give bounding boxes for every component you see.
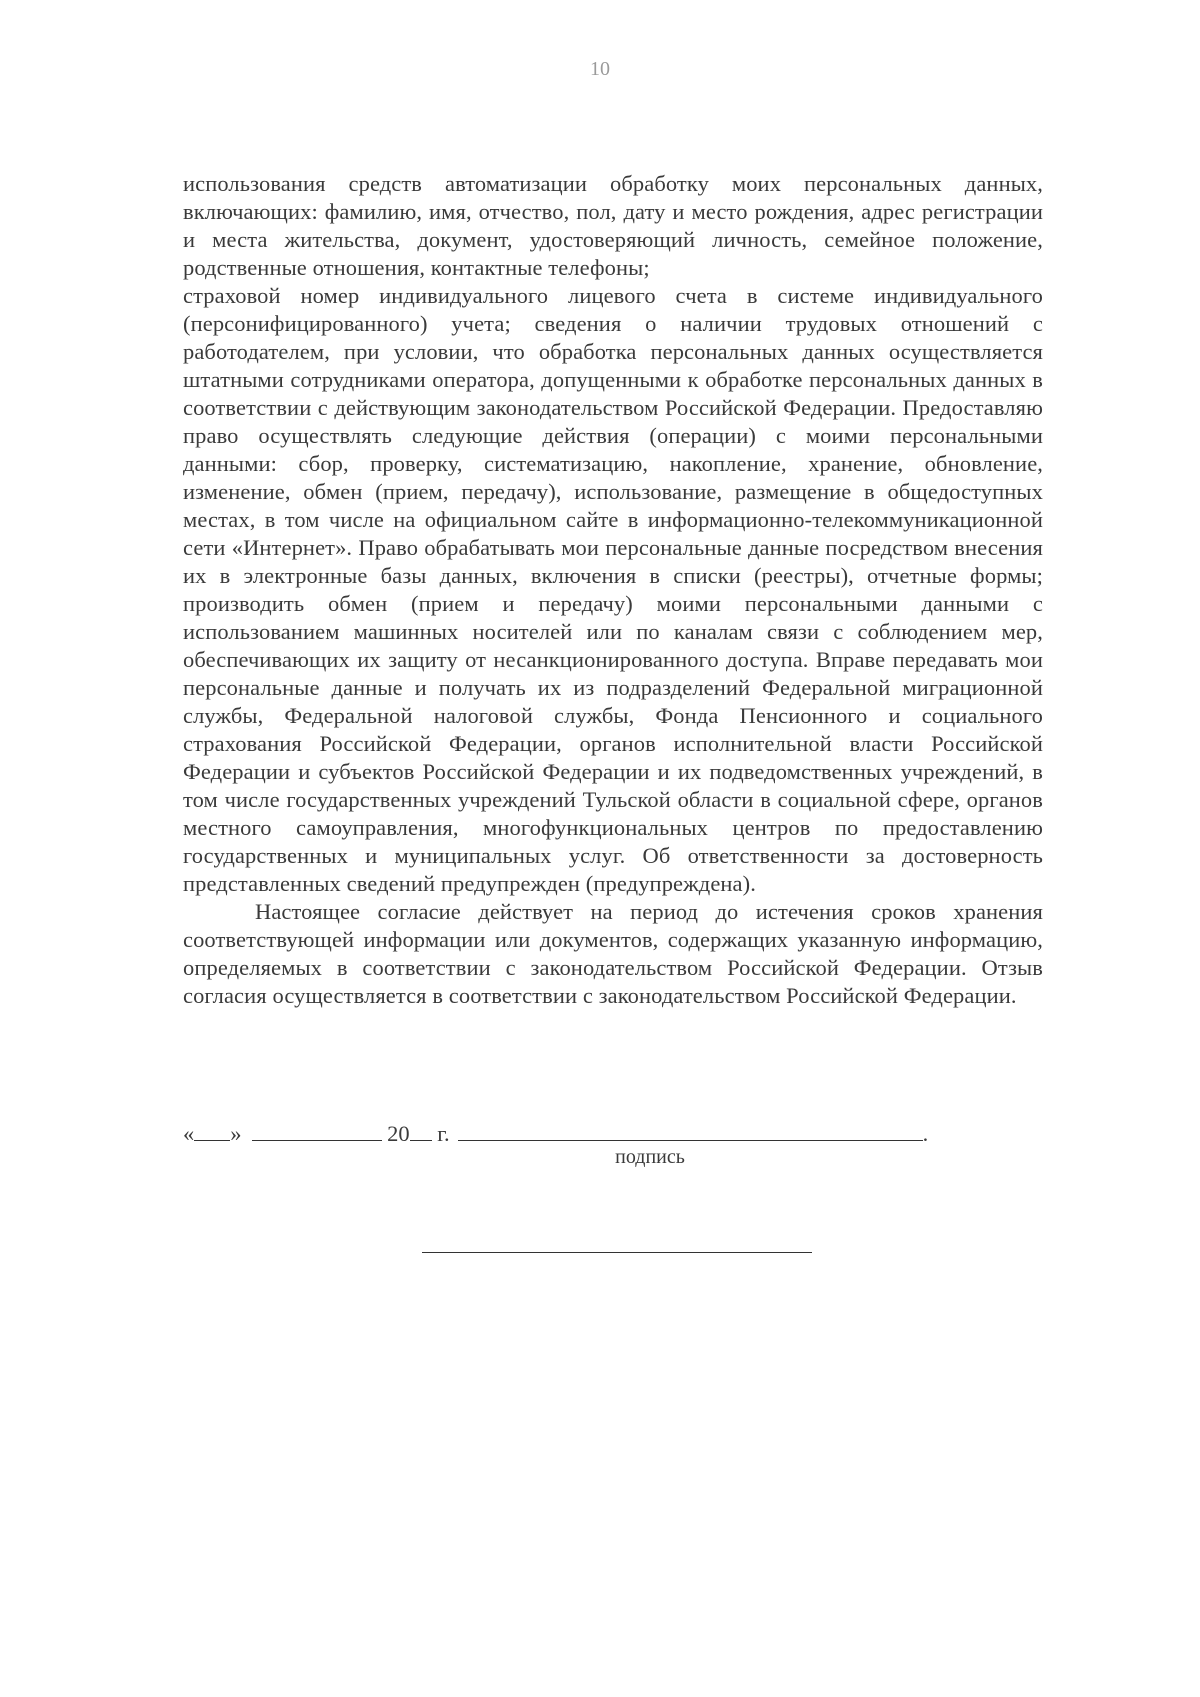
consent-body	[183, 170, 1043, 1010]
name-blank-line[interactable]	[422, 1252, 812, 1253]
date-signature-row	[183, 1118, 1043, 1148]
end-mark: .	[922, 1121, 929, 1146]
signature-blank[interactable]	[458, 1118, 923, 1141]
page-number: 10	[590, 58, 610, 80]
month-blank[interactable]	[252, 1118, 382, 1141]
year-prefix: 20	[387, 1121, 410, 1146]
close-quote: »	[230, 1121, 242, 1146]
signature-caption: подпись	[615, 1146, 685, 1168]
paragraph-processing-rights: страховой номер индивидуального лицевого счета в системе индивидуального (персонифицированного) учета; сведения о наличии трудовых отношений с работодателем, при условии, что обработка персональных данных осуществляется штатными сотрудниками оператора, допущенными к обработке персональных данных в соответствии с действующим законодательством Российской Федерации. Предоставляю право осуществлять следующие действия (операции) с моими персональными данными: сбор, проверку, систематизацию, накопление, хранение, обновление, изменение, обмен (прием, передачу), использование, размещение в общедоступных местах, в том числе на официальном сайте в информационно-телекоммуникационной сети «Интернет». Право обрабатывать мои персональные данные посредством внесения их в электронные базы данных, включения в списки (реестры), отчетные формы; производить обмен (прием и передачу) моими персональными данными с использованием машинных носителей или по каналам связи с соблюдением мер, обеспечивающих их защиту от несанкционированного доступа. Вправе передавать мои персональные данные и получать их из подразделений Федеральной миграционной службы, Федеральной налоговой службы, Фонда Пенсионного и социального страхования Российской Федерации, органов исполнительной власти Российской Федерации и субъектов Российской Федерации и их подведомственных учреждений, в том числе государственных учреждений Тульской области в социальной сфере, органов местного самоуправления, многофункциональных центров по предоставлению государственных и муниципальных услуг. Об ответственности за достоверность представленных сведений предупрежден (предупреждена).	[183, 283, 1043, 896]
year-blank[interactable]	[410, 1118, 432, 1141]
day-blank[interactable]	[194, 1118, 230, 1141]
year-suffix: г.	[437, 1121, 450, 1146]
paragraph-personal-data-list: использования средств автоматизации обработку моих персональных данных, включающих: фамилию, имя, отчество, пол, дату и место рождения, адрес регистрации и места жительства, документ, удостоверяющий личность, семейное положение, родственные отношения, контактные телефоны;	[183, 171, 1043, 280]
open-quote: «	[183, 1121, 195, 1146]
paragraph-validity-period: Настоящее согласие действует на период до истечения сроков хранения соответствующей информации или документов, содержащих указанную информацию, определяемых в соответствии с законодательством Российской Федерации. Отзыв согласия осуществляется в соответствии с законодательством Российской Федерации.	[183, 899, 1043, 1008]
